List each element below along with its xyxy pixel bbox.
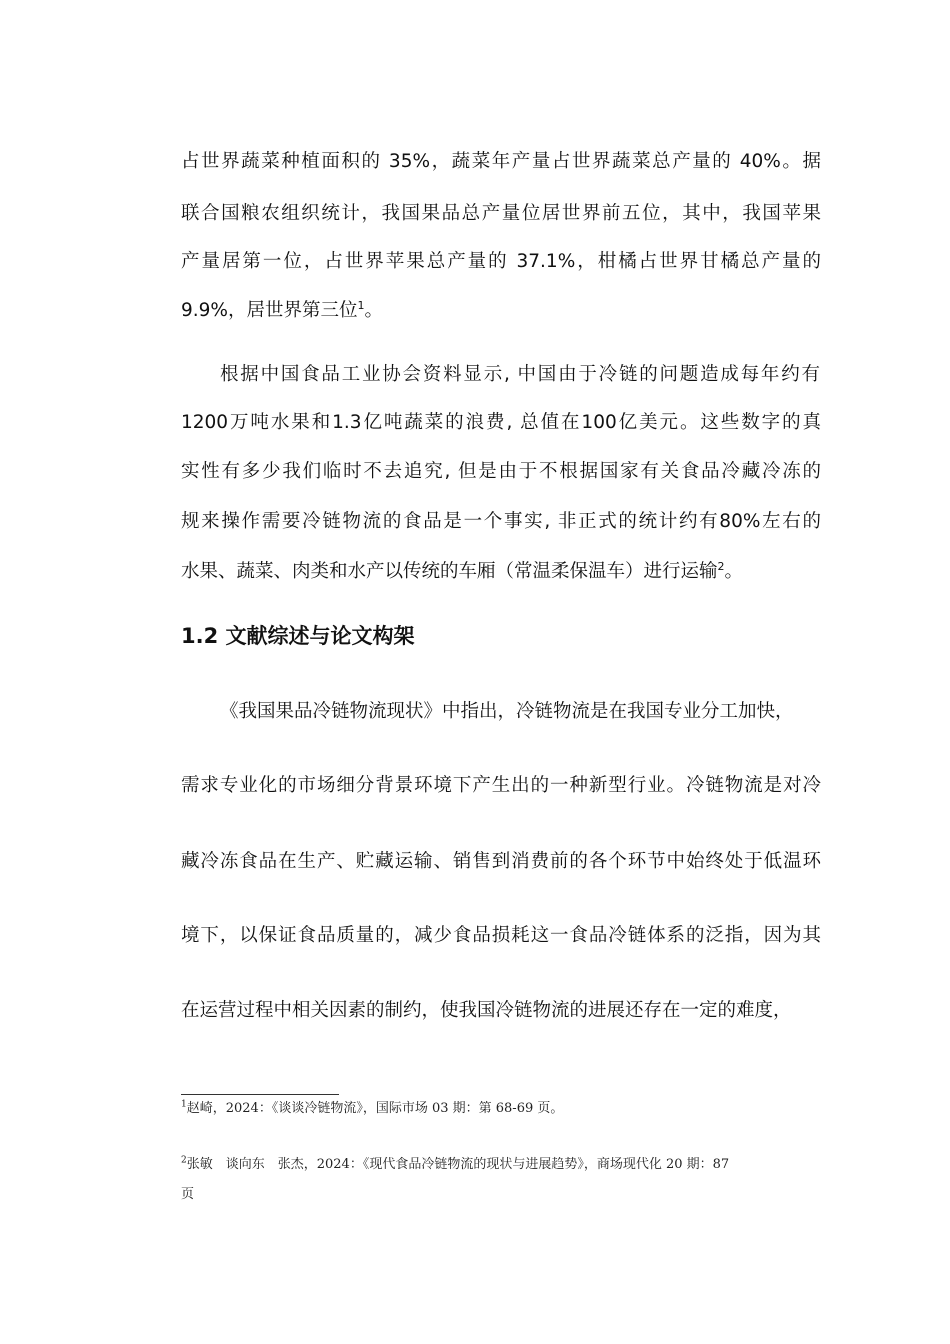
para3-line-5: 在运营过程中相关因素的制约，使我国冷链物流的进展还存在一定的难度， <box>181 1000 792 1021</box>
para1-line-1: 占世界蔬菜种植面积的 35%，蔬菜年产量占世界蔬菜总产量的 40%。据 <box>181 151 821 172</box>
para2-line-5 <box>181 560 821 584</box>
footnote-1 <box>181 1100 821 1118</box>
para3-line-1: 《我国果品冷链物流现状》中指出，冷链物流是在我国专业分工加快， <box>220 701 794 722</box>
para1-line-3: 产量居第一位，占世界苹果总产量的 37.1%，柑橘占世界甘橘总产量的 <box>181 251 821 272</box>
para1-line-2: 联合国粮农组织统计，我国果品总产量位居世界前五位，其中，我国苹果 <box>181 203 821 224</box>
para1-last-text: 9.9%，居世界第三位 <box>181 300 358 321</box>
para3-line-3: 藏冷冻食品在生产、贮藏运输、销售到消费前的各个环节中始终处于低温环 <box>181 851 821 872</box>
footnote-1-mark: 1 <box>181 1099 187 1110</box>
para3-line-4: 境下，以保证食品质量的，减少食品损耗这一食品冷链体系的泛指，因为其 <box>181 925 821 946</box>
para2-line-4: 规来操作需要冷链物流的食品是一个事实, 非正式的统计约有80%左右的 <box>181 511 821 532</box>
footnote-2-mark: 2 <box>181 1155 187 1166</box>
footnote-ref-2[interactable]: 2 <box>717 559 725 573</box>
footnote-2 <box>181 1156 821 1174</box>
footnote-2-text: 张敏 谈向东 张杰，2024：《现代食品冷链物流的现状与进展趋势》，商场现代化 20 期：87 <box>186 1157 730 1172</box>
footnote-2-continuation: 页 <box>181 1187 195 1202</box>
para3-line-2: 需求专业化的市场细分背景环境下产生出的一种新型行业。冷链物流是对冷 <box>181 775 821 796</box>
para2-last-punct: 。 <box>724 561 744 582</box>
para1-last-punct: 。 <box>364 300 384 321</box>
para2-line-1: 根据中国食品工业协会资料显示, 中国由于冷链的问题造成每年约有 <box>220 364 820 385</box>
para1-line-4 <box>181 299 821 323</box>
footnote-ref-1[interactable]: 1 <box>357 298 365 312</box>
para2-line-3: 实性有多少我们临时不去追究, 但是由于不根据国家有关食品冷藏冷冻的 <box>181 461 821 482</box>
para2-last-text: 水果、蔬菜、肉类和水产以传统的车厢（常温柔保温车）进行运输 <box>181 561 718 582</box>
footnote-1-text: 赵崎，2024：《谈谈冷链物流》，国际市场 03 期：第 68-69 页。 <box>186 1101 564 1116</box>
para2-line-2: 1200万吨水果和1.3亿吨蔬菜的浪费, 总值在100亿美元。这些数字的真 <box>181 412 821 433</box>
section-heading: 1.2 文献综述与论文构架 <box>181 624 415 648</box>
footnote-divider <box>181 1094 339 1095</box>
